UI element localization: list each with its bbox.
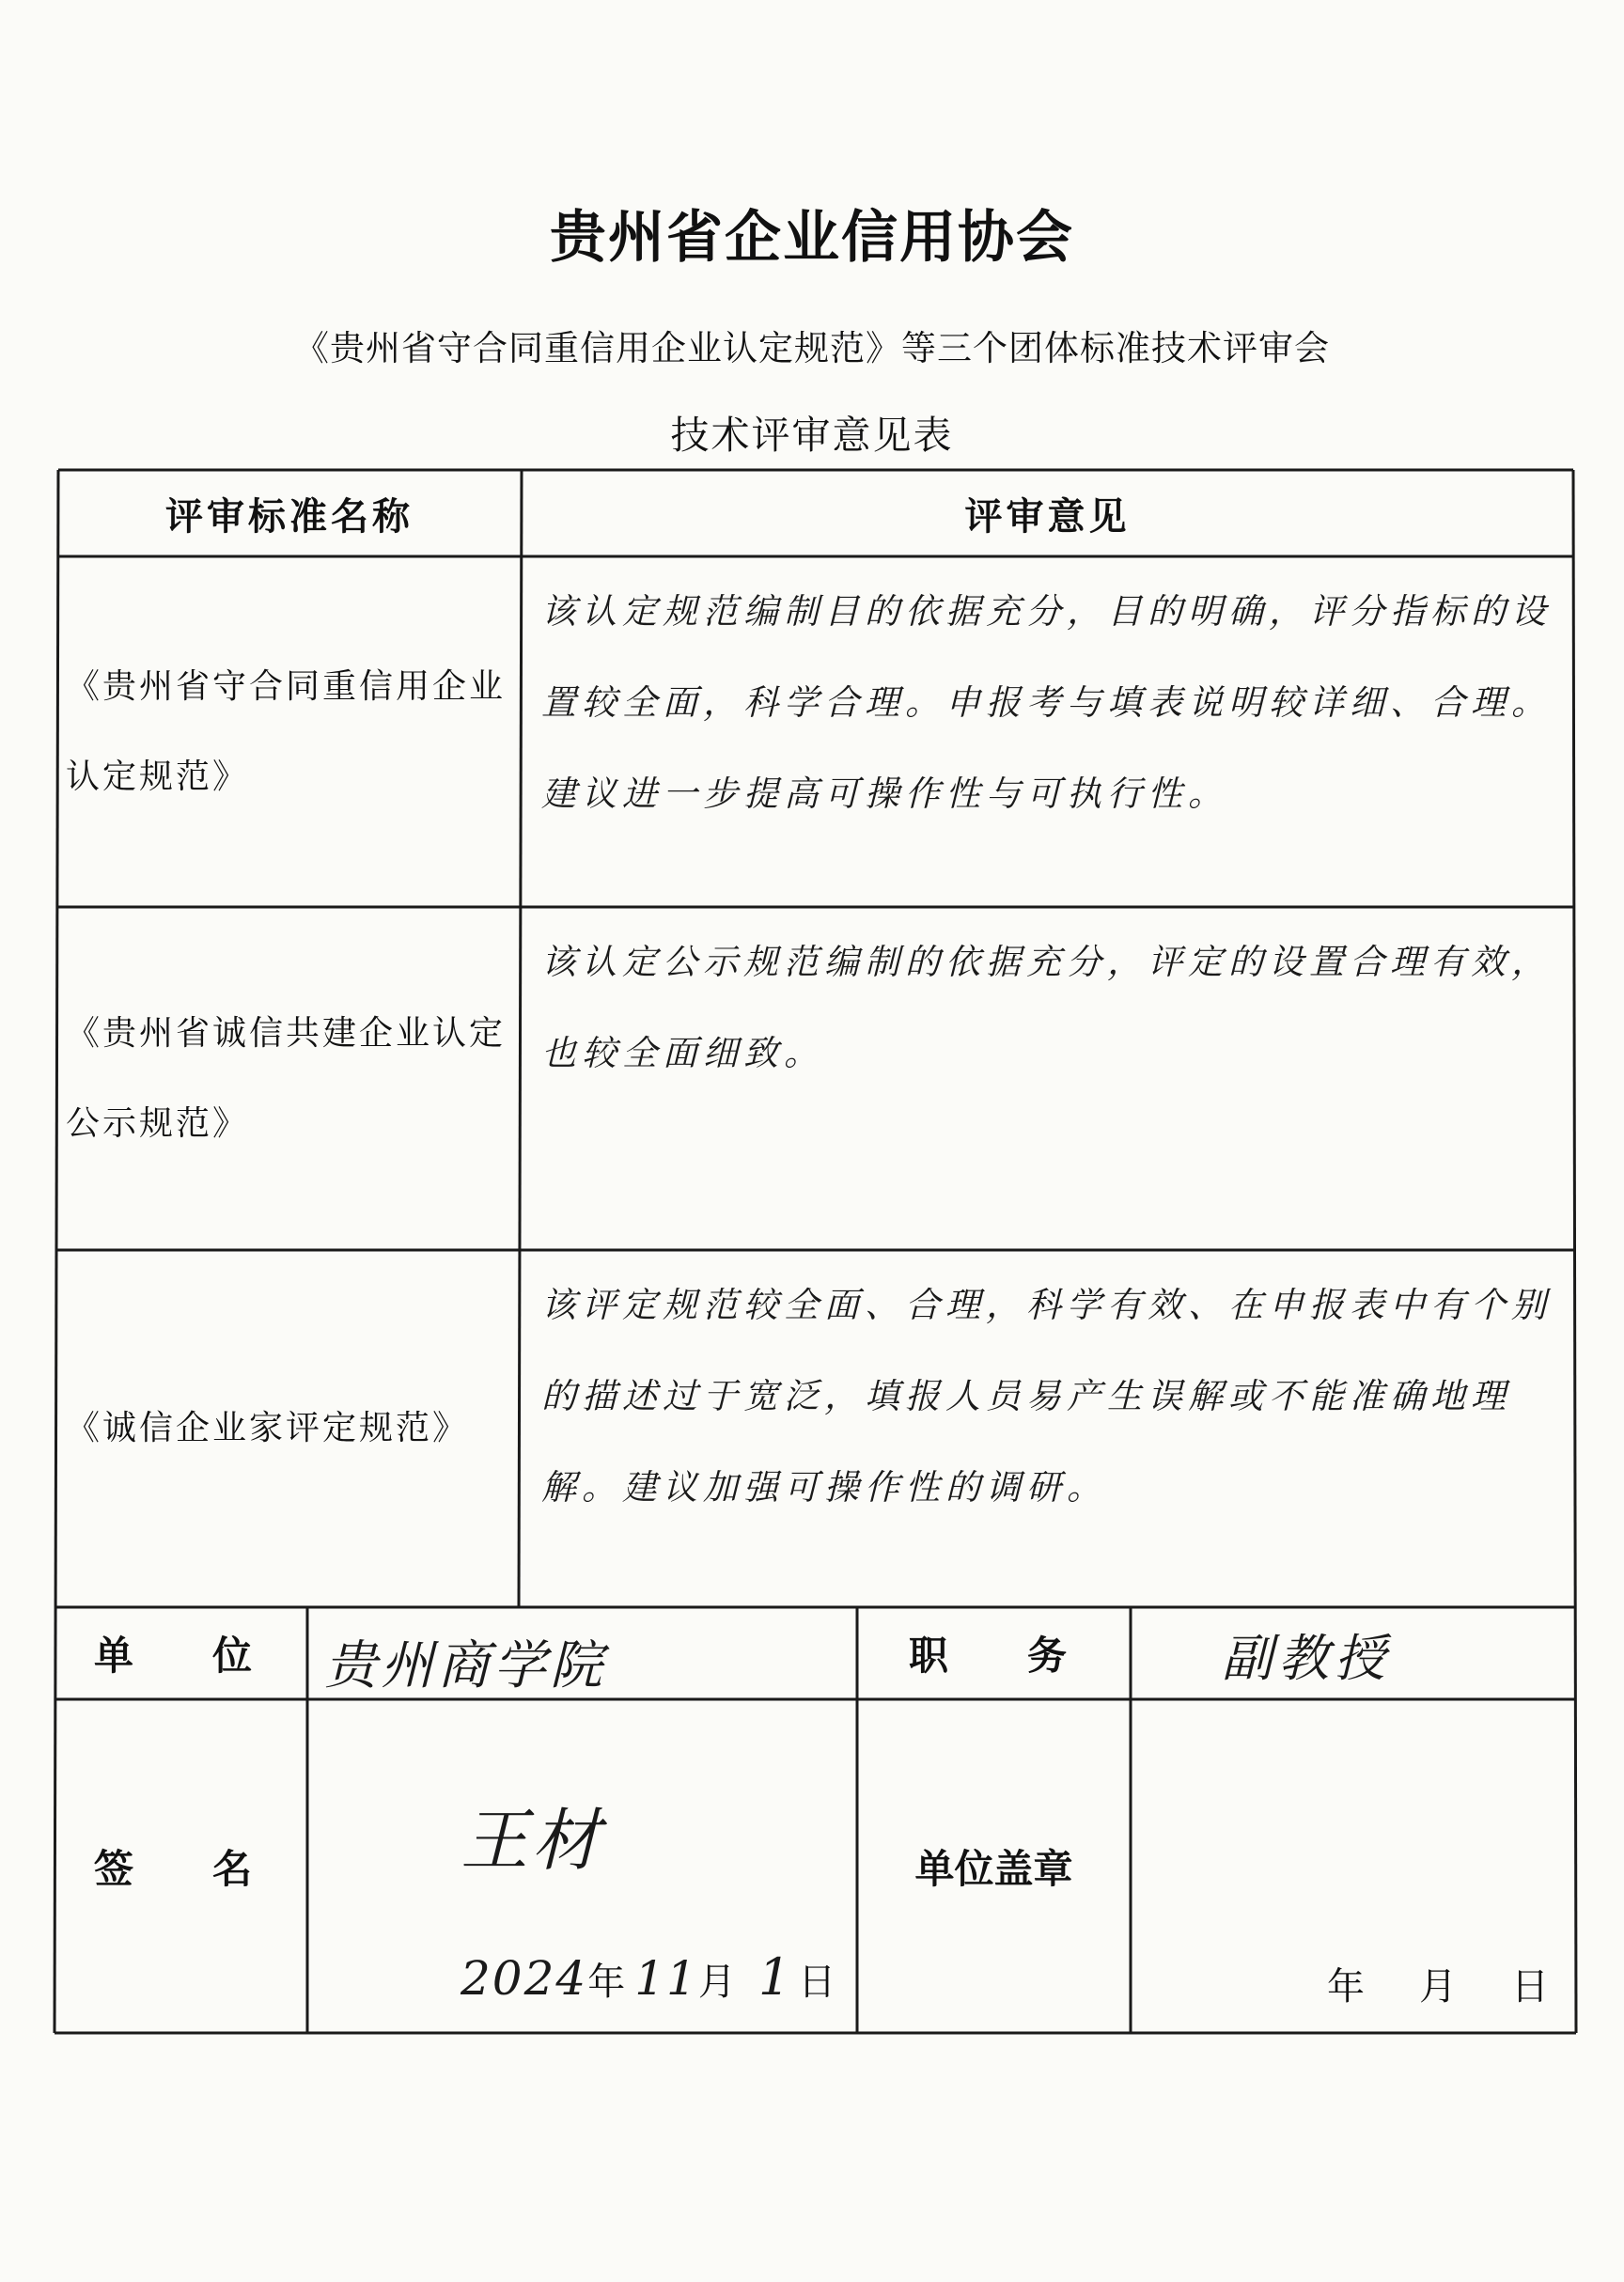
signature-date-day: 1 (757, 1947, 793, 2007)
signature-label: 签 名 (94, 1845, 253, 1892)
standard-name-3 (60, 1250, 519, 1607)
column-header-standard: 评审标准名称 (165, 494, 414, 539)
review-opinion-2: 该认定公示规范编制的依据充分，评定的设置合理有效，也较全面细致。 (541, 942, 1552, 1073)
seal-date-day-unit: 日 (1511, 1965, 1549, 2008)
review-opinion-3: 该评定规范较全面、合理，科学有效、在申报表中有个别的描述过于宽泛，填报人员易产生误解或不能准确地理解。建议加强可操作性的调研。 (541, 1285, 1552, 1508)
seal-date (1327, 1957, 1549, 2010)
form-title: 技术评审意见表 (670, 413, 954, 458)
standard-name-1 (60, 556, 519, 907)
signature-date-day-unit: 日 (798, 1961, 838, 2004)
standard-name-1-text: 《贵州省守合同重信用企业认定规范》 (66, 666, 507, 796)
position-label: 职 务 (909, 1633, 1068, 1679)
document-title: 贵州省企业信用协会 (550, 205, 1074, 271)
seal-date-year-unit: 年 (1327, 1965, 1365, 2008)
meeting-subtitle: 《贵州省守合同重信用企业认定规范》等三个团体标准技术评审会 (294, 328, 1330, 368)
signature-date-year: 2024 (461, 1951, 588, 2006)
signature-date-month: 11 (634, 1951, 698, 2006)
seal-label: 单位盖章 (914, 1845, 1073, 1892)
signature-date-year-unit: 年 (587, 1961, 628, 2004)
seal-date-month-unit: 月 (1419, 1965, 1457, 2008)
review-opinion-1: 该认定规范编制目的依据充分，目的明确，评分指标的设置较全面，科学合理。申报考与填表说明较详细、合理。建议进一步提高可操作性与可执行性。 (541, 591, 1552, 814)
standard-name-2-text: 《贵州省诚信共建企业认定公示规范》 (66, 1013, 507, 1143)
standard-name-2 (60, 907, 519, 1250)
signature-date-month-unit: 月 (697, 1961, 738, 2004)
column-header-opinion: 评审意见 (964, 494, 1131, 539)
unit-value: 贵州商学院 (324, 1635, 606, 1696)
standard-name-3-text: 《诚信企业家评定规范》 (66, 1409, 470, 1447)
position-value: 副教授 (1222, 1629, 1391, 1688)
signature-date (461, 1947, 837, 2007)
signature-value: 王材 (461, 1801, 604, 1880)
unit-label: 单 位 (94, 1633, 253, 1679)
